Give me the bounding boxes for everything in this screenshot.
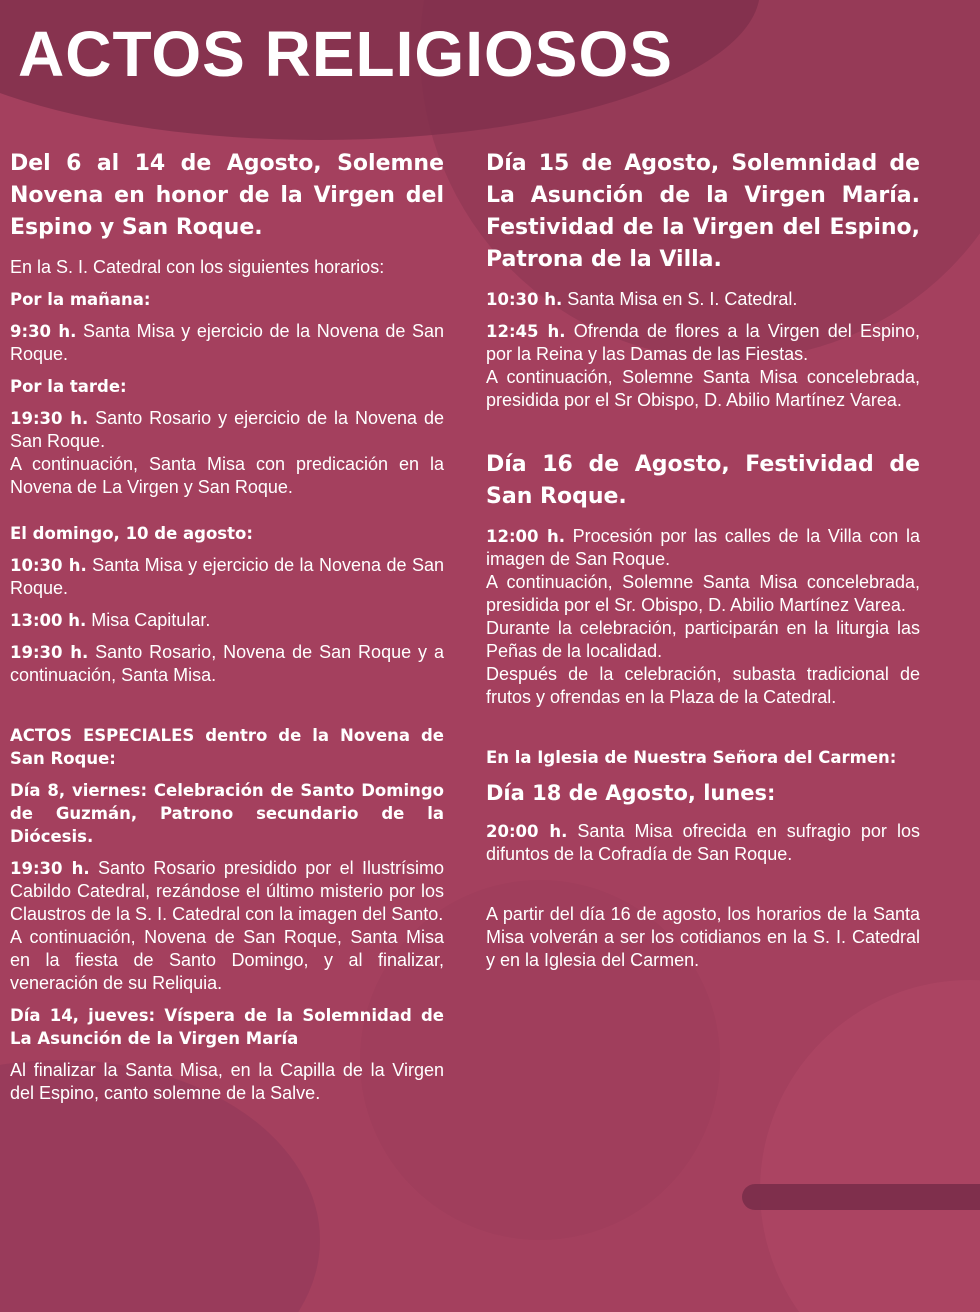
day15-heading: Día 15 de Agosto, Solemnidad de La Asunción de la Virgen María. Festividad de la Virgen del Espino, Patrona de la Villa.: [486, 151, 920, 272]
afternoon-label: Por la tarde:: [10, 377, 127, 396]
morning-entry: [10, 320, 444, 366]
time: 20:00 h.: [486, 822, 568, 841]
entry-text: Santo Rosario presidido por el Ilustrísimo Cabildo Catedral, rezándose el último misterio por los Claustros de la S. I. Catedral con la imagen del Santo.: [10, 858, 445, 924]
entry-text: Santa Misa ofrecida en sufragio por los difuntos de la Cofradía de San Roque.: [486, 821, 921, 864]
time: 19:30 h.: [10, 859, 90, 878]
entry-text: A continuación, Novena de San Roque, Santa Misa en la fiesta de Santo Domingo, y al finalizar, veneración de su Reliquia.: [10, 927, 444, 993]
afternoon-entry: [10, 407, 444, 499]
sunday-label: El domingo, 10 de agosto:: [10, 524, 253, 543]
left-column: [10, 148, 444, 1114]
day8-heading: Día 8, viernes: Celebración de Santo Domingo de Guzmán, Patrono secundario de la Diócesis.: [10, 781, 444, 846]
day18-entry: [486, 820, 920, 866]
time: 10:30 h.: [10, 556, 87, 575]
entry-text: Santo Rosario y ejercicio de la Novena de San Roque.: [10, 408, 444, 451]
day18-heading: Día 18 de Agosto, lunes:: [486, 781, 776, 805]
entry-text: Misa Capitular.: [86, 610, 211, 630]
entry-text: Santa Misa y ejercicio de la Novena de San Roque.: [10, 321, 444, 364]
morning-label: Por la mañana:: [10, 290, 151, 309]
entry-text: A continuación, Solemne Santa Misa concelebrada, presidida por el Sr. Obispo, D. Abilio Martínez Varea.: [486, 572, 920, 615]
day15-entry: [486, 288, 920, 311]
time: 12:00 h.: [486, 527, 565, 546]
entry-text: Santa Misa en S. I. Catedral.: [562, 289, 798, 309]
entry-text: Procesión por las calles de la Villa con la imagen de San Roque.: [486, 526, 920, 569]
time: 13:00 h.: [10, 611, 87, 630]
day16-heading: Día 16 de Agosto, Festividad de San Roque.: [486, 452, 920, 509]
time: 12:45 h.: [486, 322, 566, 341]
time: 19:30 h.: [10, 409, 89, 428]
right-column: [486, 148, 920, 981]
time: 19:30 h.: [10, 643, 89, 662]
sunday-entry: [10, 609, 444, 632]
entry-text: A continuación, Solemne Santa Misa concelebrada, presidida por el Sr Obispo, D. Abilio Martínez Varea.: [486, 367, 920, 410]
time: 9:30 h.: [10, 322, 77, 341]
carmen-label: En la Iglesia de Nuestra Señora del Carmen:: [486, 748, 897, 767]
novena-intro: En la S. I. Catedral con los siguientes horarios:: [10, 257, 385, 277]
time: 10:30 h.: [486, 290, 563, 309]
entry-text: A continuación, Santa Misa con predicación en la Novena de La Virgen y San Roque.: [10, 454, 444, 497]
day16-entry: [486, 525, 920, 709]
day14-heading: Día 14, jueves: Víspera de la Solemnidad de La Asunción de la Virgen María: [10, 1006, 444, 1048]
sunday-entry: [10, 554, 444, 600]
entry-text: Después de la celebración, subasta tradicional de frutos y ofrendas en la Plaza de la Catedral.: [486, 664, 920, 707]
page-title: ACTOS RELIGIOSOS: [18, 18, 673, 90]
special-acts-label: ACTOS ESPECIALES dentro de la Novena de San Roque:: [10, 726, 444, 768]
day15-entry: [486, 320, 920, 412]
day14-entry: Al finalizar la Santa Misa, en la Capilla de la Virgen del Espino, canto solemne de la Salve.: [10, 1060, 444, 1103]
entry-text: Santa Misa y ejercicio de la Novena de San Roque.: [10, 555, 444, 598]
novena-heading: Del 6 al 14 de Agosto, Solemne Novena en honor de la Virgen del Espino y San Roque.: [10, 151, 444, 240]
sunday-entry: [10, 641, 444, 687]
entry-text: Santo Rosario, Novena de San Roque y a continuación, Santa Misa.: [10, 642, 445, 685]
background-shape: [760, 980, 980, 1312]
entry-text: Durante la celebración, participarán en la liturgia las Peñas de la localidad.: [486, 618, 920, 661]
decorative-pill: [742, 1184, 980, 1210]
closing-note: A partir del día 16 de agosto, los horarios de la Santa Misa volverán a ser los cotidianos en la S. I. Catedral y en la Iglesia del Carmen.: [486, 904, 920, 970]
day8-entry: [10, 857, 444, 995]
entry-text: Ofrenda de flores a la Virgen del Espino, por la Reina y las Damas de las Fiestas.: [486, 321, 921, 364]
